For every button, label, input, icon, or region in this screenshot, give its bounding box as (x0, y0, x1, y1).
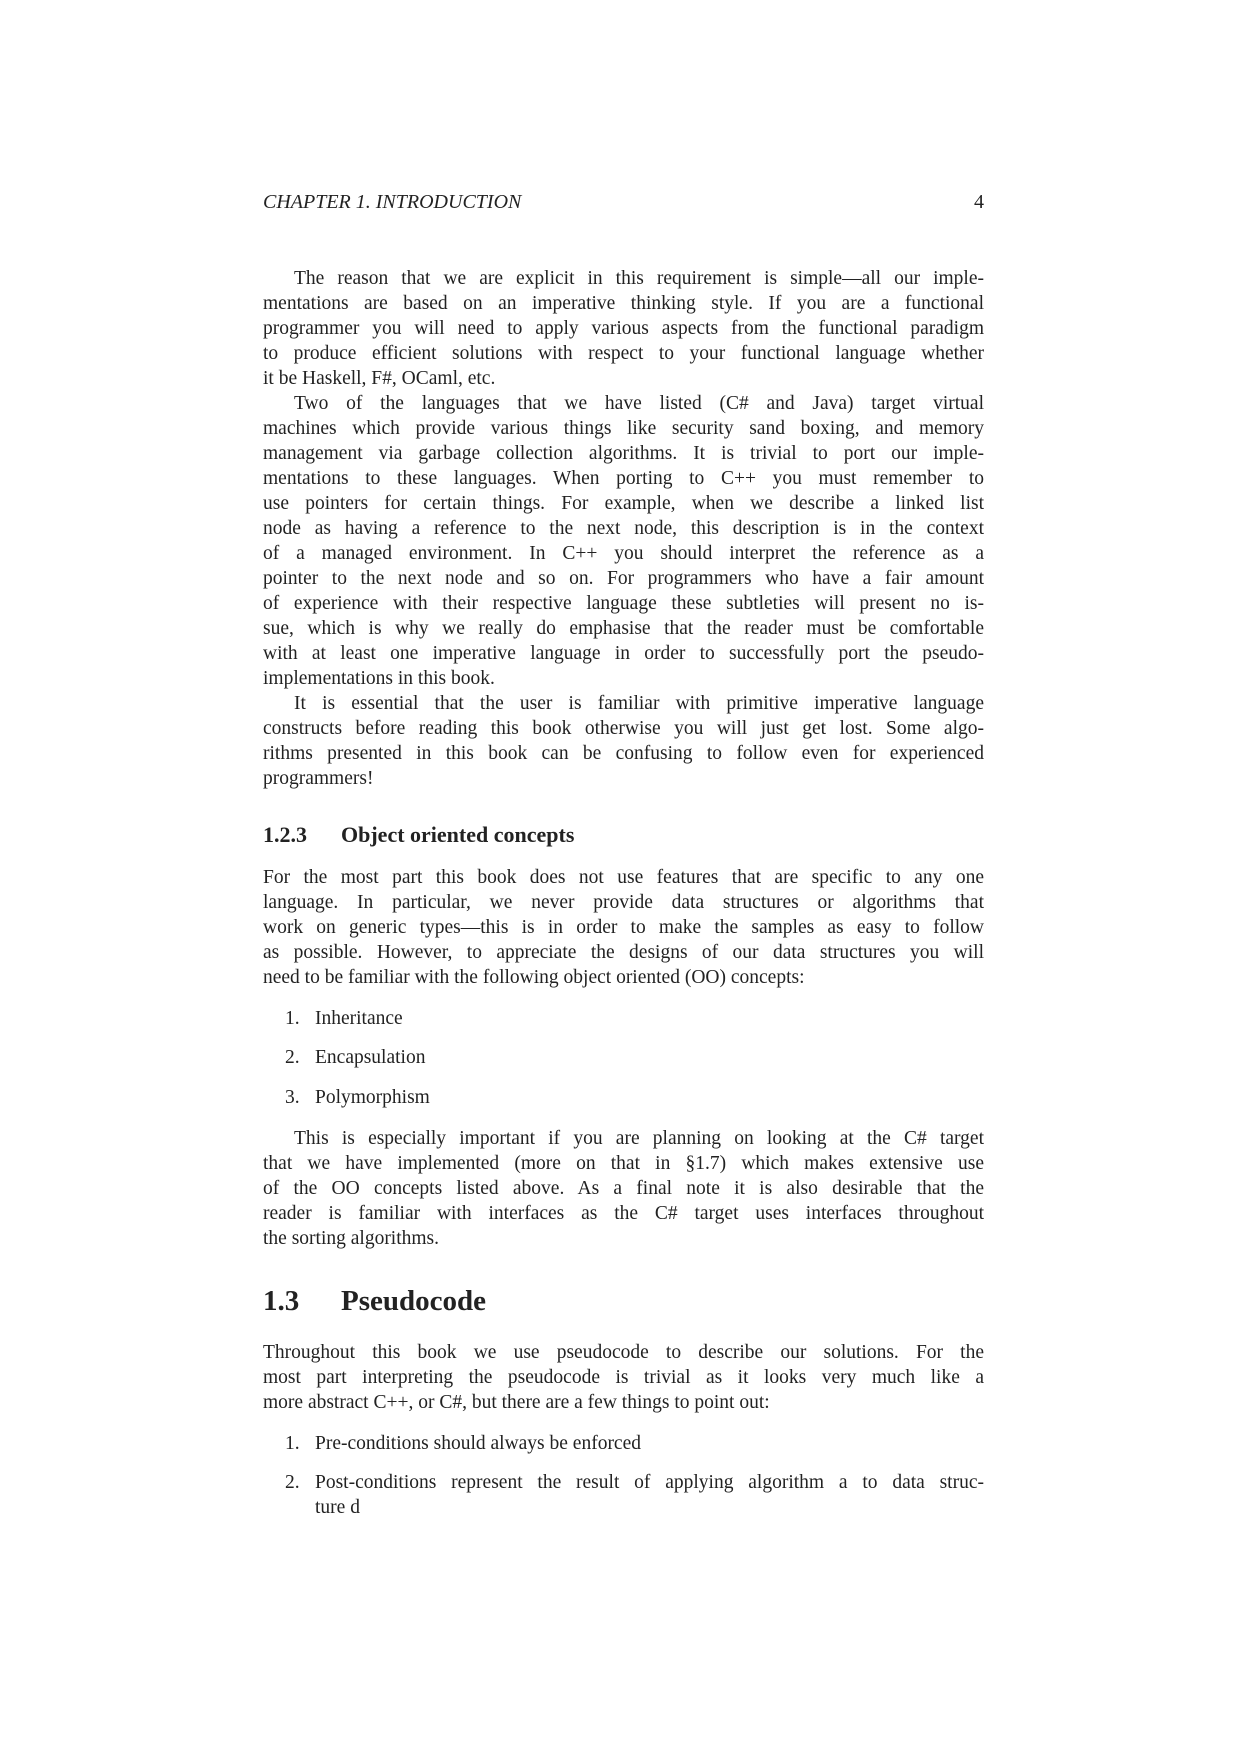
list-item (263, 1085, 984, 1110)
text-line: more abstract C++, or C#, but there are a few things to point out: (263, 1392, 770, 1413)
text-line: mentations to these languages. When porting to C++ you must remember to (263, 468, 984, 489)
text-line: The reason that we are explicit in this requirement is simple—all our imple- (294, 268, 984, 289)
text-line: For the most part this book does not use features that are specific to any one (263, 867, 984, 888)
list-number: 3. (285, 1087, 300, 1108)
text-line: of a managed environment. In C++ you should interpret the reference as a (263, 543, 984, 564)
text-line: machines which provide various things like security sand boxing, and memory (263, 418, 984, 439)
list-text: Pre-conditions should always be enforced (315, 1433, 641, 1454)
section-heading-1-3 (263, 1285, 486, 1318)
text-line: need to be familiar with the following object oriented (OO) concepts: (263, 967, 805, 988)
text-line: constructs before reading this book otherwise you will just get lost. Some algo- (263, 718, 984, 739)
text-line: management via garbage collection algorithms. It is trivial to port our imple- (263, 443, 984, 464)
section-title: Pseudocode (341, 1285, 486, 1317)
paragraph (263, 691, 984, 791)
list-item (263, 1470, 984, 1520)
running-header (263, 191, 984, 214)
list-text: Encapsulation (315, 1047, 426, 1068)
list-text-line: ture d (315, 1497, 360, 1518)
list-text-line: Post-conditions represent the result of applying algorithm a to data struc- (315, 1472, 984, 1493)
list-number: 2. (285, 1047, 300, 1068)
section-number: 1.2.3 (263, 822, 307, 847)
section-heading-1-2-3 (263, 822, 574, 848)
text-line: programmer you will need to apply various aspects from the functional paradigm (263, 318, 984, 339)
text-line: This is especially important if you are planning on looking at the C# target (294, 1128, 984, 1149)
chapter-title: CHAPTER 1. INTRODUCTION (263, 191, 522, 213)
text-line: pointer to the next node and so on. For programmers who have a fair amount (263, 568, 984, 589)
text-line: sue, which is why we really do emphasise that the reader must be comfortable (263, 618, 984, 639)
list-item (263, 1045, 984, 1070)
text-line: programmers! (263, 768, 374, 789)
text-line: most part interpreting the pseudocode is trivial as it looks very much like a (263, 1367, 984, 1388)
section-number: 1.3 (263, 1285, 300, 1317)
text-line: as possible. However, to appreciate the designs of our data structures you will (263, 942, 984, 963)
text-line: node as having a reference to the next node, this description is in the context (263, 518, 984, 539)
list-text: Inheritance (315, 1008, 403, 1029)
text-line: Throughout this book we use pseudocode to describe our solutions. For the (263, 1342, 984, 1363)
section-title: Object oriented concepts (341, 822, 575, 847)
text-line: Two of the languages that we have listed (C# and Java) target virtual (294, 393, 984, 414)
text-line: mentations are based on an imperative thinking style. If you are a functional (263, 293, 984, 314)
list-number: 1. (285, 1433, 300, 1454)
text-line: It is essential that the user is familiar with primitive imperative language (294, 693, 984, 714)
paragraph (263, 391, 984, 691)
text-line: implementations in this book. (263, 668, 495, 689)
page-number: 4 (974, 191, 984, 213)
list-number: 2. (285, 1472, 300, 1493)
text-line: reader is familiar with interfaces as the C# target uses interfaces throughout (263, 1203, 984, 1224)
text-line: of the OO concepts listed above. As a final note it is also desirable that the (263, 1178, 984, 1199)
text-line: rithms presented in this book can be confusing to follow even for experienced (263, 743, 984, 764)
list-number: 1. (285, 1008, 300, 1029)
list-item (263, 1431, 984, 1456)
text-line: to produce efficient solutions with respect to your functional language whether (263, 343, 984, 364)
text-line: language. In particular, we never provide data structures or algorithms that (263, 892, 984, 913)
text-line: it be Haskell, F#, OCaml, etc. (263, 368, 496, 389)
paragraph (263, 865, 984, 990)
paragraph (263, 1126, 984, 1251)
paragraph (263, 1340, 984, 1415)
text-line: of experience with their respective language these subtleties will present no is- (263, 593, 984, 614)
paragraph (263, 266, 984, 391)
text-line: that we have implemented (more on that in §1.7) which makes extensive use (263, 1153, 984, 1174)
text-line: use pointers for certain things. For example, when we describe a linked list (263, 493, 984, 514)
list-item (263, 1006, 984, 1031)
text-line: with at least one imperative language in order to successfully port the pseudo- (263, 643, 984, 664)
list-text: Polymorphism (315, 1087, 430, 1108)
text-line: the sorting algorithms. (263, 1228, 440, 1249)
text-line: work on generic types—this is in order to make the samples as easy to follow (263, 917, 984, 938)
